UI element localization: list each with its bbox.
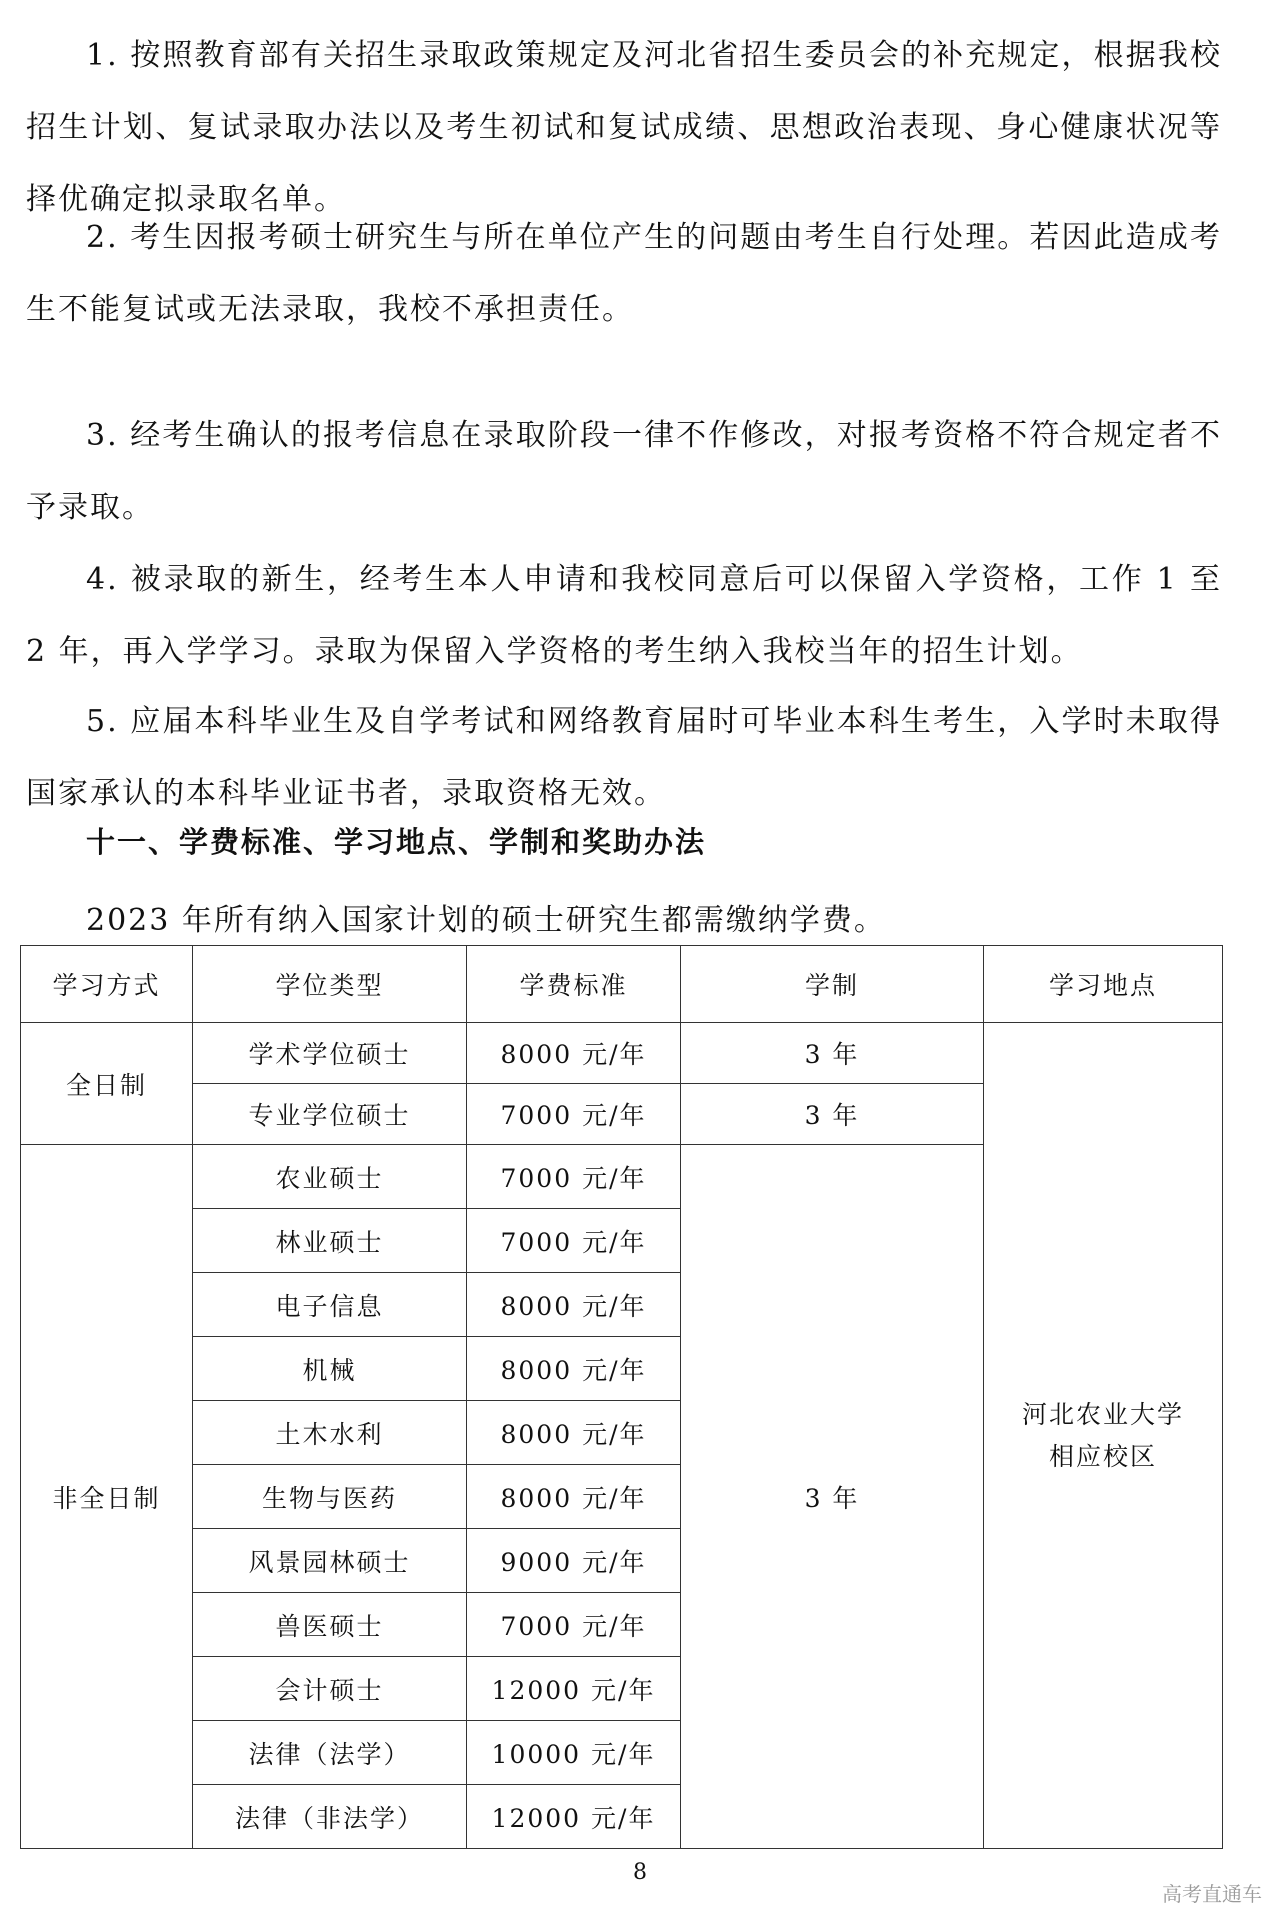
mode-fulltime: 全日制 xyxy=(21,1023,193,1145)
paragraph-3: 3. 经考生确认的报考信息在录取阶段一律不作修改，对报考资格不符合规定者不予录取。 xyxy=(26,418,1222,525)
table-row xyxy=(21,1023,1223,1084)
fee-cell: 7000 元/年 xyxy=(467,1145,681,1209)
fee-cell: 12000 元/年 xyxy=(467,1785,681,1849)
degree-cell: 电子信息 xyxy=(193,1273,467,1337)
table-header-row xyxy=(21,946,1223,1023)
mode-parttime: 非全日制 xyxy=(21,1145,193,1849)
fee-cell: 8000 元/年 xyxy=(467,1401,681,1465)
degree-cell: 生物与医药 xyxy=(193,1465,467,1529)
fee-cell: 8000 元/年 xyxy=(467,1273,681,1337)
location-cell xyxy=(984,1023,1223,1849)
degree-cell: 农业硕士 xyxy=(193,1145,467,1209)
section-heading: 十一、学费标准、学习地点、学制和奖助办法 xyxy=(86,825,707,859)
header-fee: 学费标准 xyxy=(467,946,681,1023)
degree-cell: 法律（法学） xyxy=(193,1721,467,1785)
fee-cell: 8000 元/年 xyxy=(467,1465,681,1529)
location-line-2: 相应校区 xyxy=(1048,1441,1157,1471)
degree-cell: 土木水利 xyxy=(193,1401,467,1465)
intro-text: 2023 年所有纳入国家计划的硕士研究生都需缴纳学费。 xyxy=(86,903,886,938)
fee-cell: 9000 元/年 xyxy=(467,1529,681,1593)
degree-cell: 会计硕士 xyxy=(193,1657,467,1721)
fee-cell: 8000 元/年 xyxy=(467,1337,681,1401)
header-location: 学习地点 xyxy=(984,946,1223,1023)
paragraph-4: 4. 被录取的新生，经考生本人申请和我校同意后可以保留入学资格，工作 1 至 2 年，再入学学习。录取为保留入学资格的考生纳入我校当年的招生计划。 xyxy=(26,562,1222,669)
fee-cell: 10000 元/年 xyxy=(467,1721,681,1785)
degree-cell: 林业硕士 xyxy=(193,1209,467,1273)
fee-cell: 8000 元/年 xyxy=(467,1023,681,1084)
fee-table xyxy=(20,945,1223,1849)
header-study-mode: 学习方式 xyxy=(21,946,193,1023)
duration-cell: 3 年 xyxy=(681,1023,984,1084)
degree-cell: 风景园林硕士 xyxy=(193,1529,467,1593)
header-duration: 学制 xyxy=(681,946,984,1023)
degree-cell: 机械 xyxy=(193,1337,467,1401)
degree-cell: 学术学位硕士 xyxy=(193,1023,467,1084)
fee-cell: 7000 元/年 xyxy=(467,1084,681,1145)
location-line-1: 河北农业大学 xyxy=(1021,1399,1184,1429)
degree-cell: 法律（非法学） xyxy=(193,1785,467,1849)
duration-parttime: 3 年 xyxy=(681,1145,984,1849)
page-number: 8 xyxy=(633,1860,647,1885)
header-degree-type: 学位类型 xyxy=(193,946,467,1023)
fee-cell: 12000 元/年 xyxy=(467,1657,681,1721)
paragraph-2: 2. 考生因报考硕士研究生与所在单位产生的问题由考生自行处理。若因此造成考生不能复试或无法录取，我校不承担责任。 xyxy=(26,220,1222,327)
duration-cell: 3 年 xyxy=(681,1084,984,1145)
paragraph-5: 5. 应届本科毕业生及自学考试和网络教育届时可毕业本科生考生，入学时未取得国家承认的本科毕业证书者，录取资格无效。 xyxy=(26,704,1222,811)
degree-cell: 专业学位硕士 xyxy=(193,1084,467,1145)
watermark: 高考直通车 xyxy=(1162,1882,1262,1906)
degree-cell: 兽医硕士 xyxy=(193,1593,467,1657)
fee-cell: 7000 元/年 xyxy=(467,1209,681,1273)
fee-cell: 7000 元/年 xyxy=(467,1593,681,1657)
paragraph-1: 1. 按照教育部有关招生录取政策规定及河北省招生委员会的补充规定，根据我校招生计划、复试录取办法以及考生初试和复试成绩、思想政治表现、身心健康状况等择优确定拟录取名单。 xyxy=(26,38,1222,217)
